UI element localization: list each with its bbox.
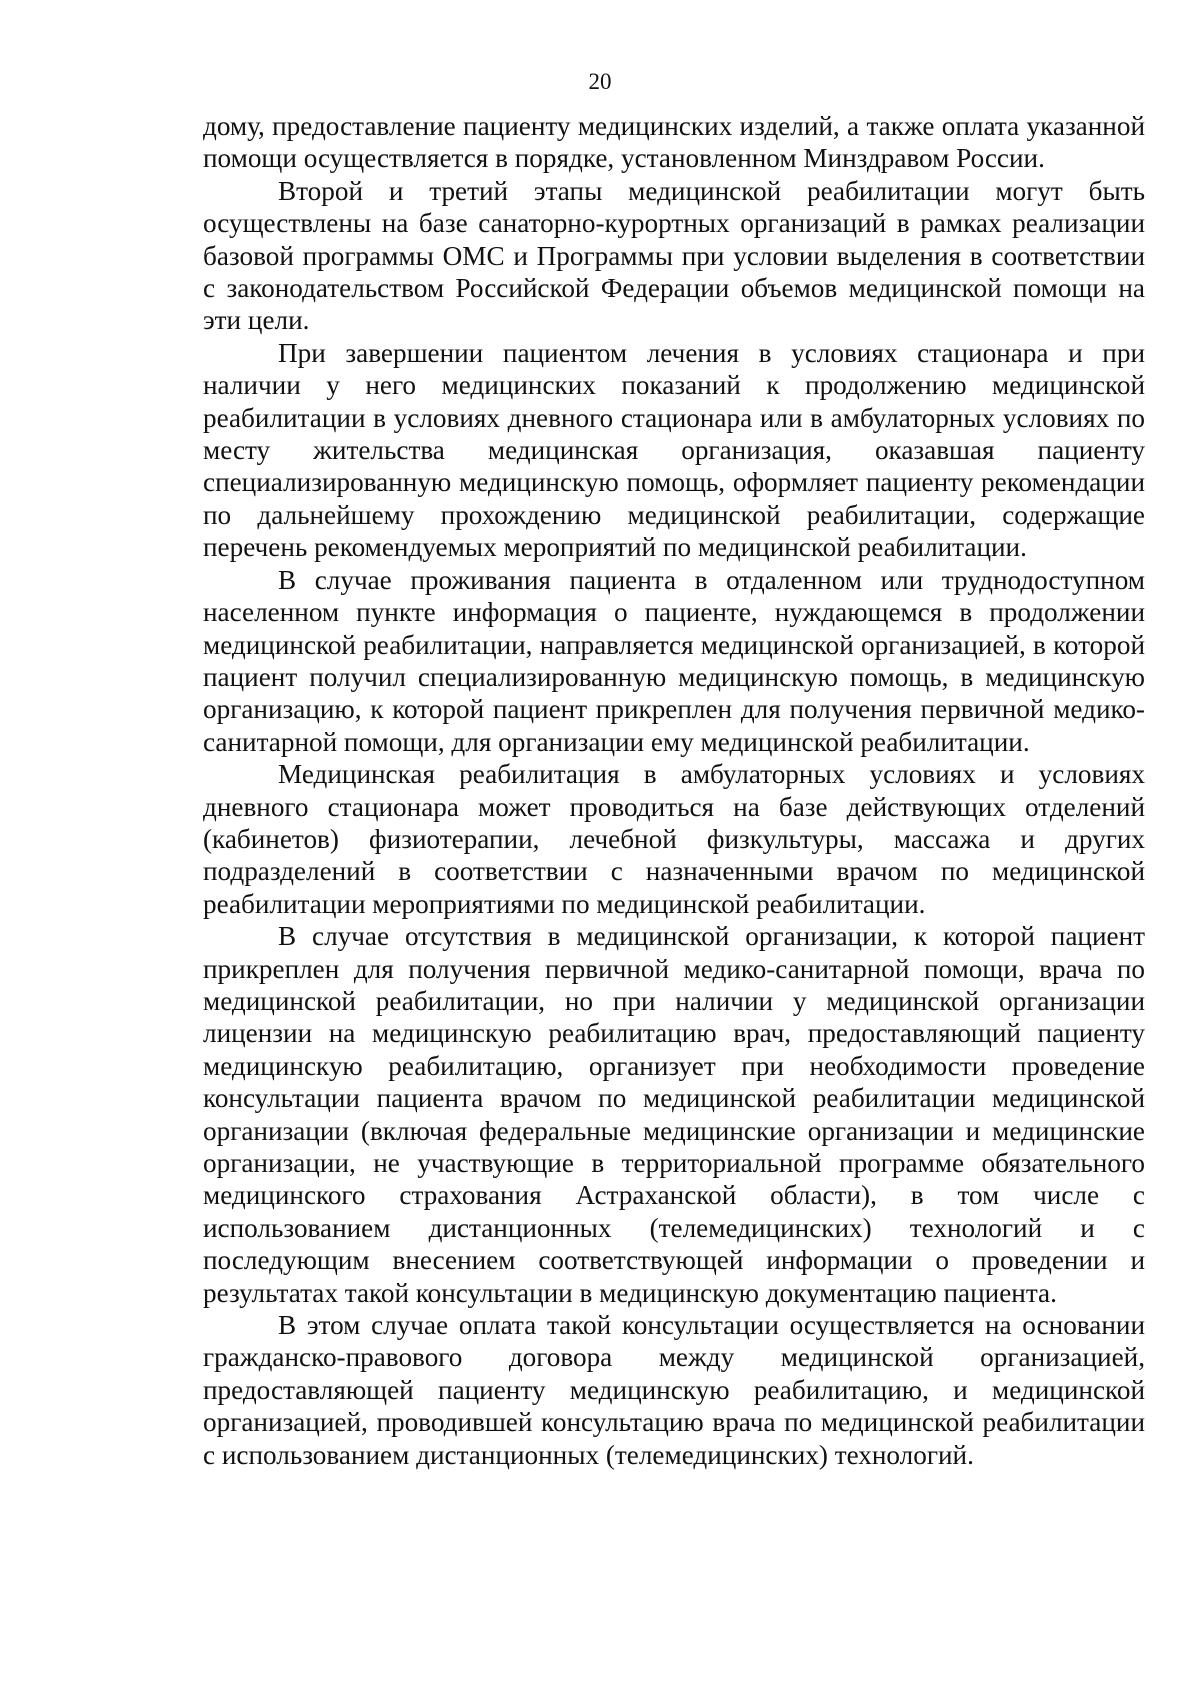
paragraph-continuation: дому, предоставление пациенту медицинских изделий, а также оплата указанной помощи осуществляется в порядке, установленном Минздравом России. (203, 111, 1145, 174)
page-number: 20 (588, 69, 612, 94)
paragraph-consultation-payment: В этом случае оплата такой консультации осуществляется на основании гражданско-правового договора между медицинской организацией, предоставляющей пациенту медицинскую реабилитацию, и медицинской организацией, проводившей консультацию врача по медицинской реабилитации с использованием дистанционных (телемедицинских) технологий. (203, 1310, 1145, 1470)
paragraph-absent-doctor-consultation: В случае отсутствия в медицинской организации, к которой пациент прикреплен для получения первичной медико-санитарной помощи, врача по медицинской реабилитации, но при наличии у медицинской организации лицензии на медицинскую реабилитацию врач, предоставляющий пациенту медицинскую реабилитацию, организует при необходимости проведение консультации пациента врачом по медицинской реабилитации медицинской организации (включая федеральные медицинские организации и медицинские организации, не участвующие в территориальной программе обязательного медицинского страхования Астраханской области), в том числе с использованием дистанционных (телемедицинских) технологий и с последующим внесением соответствующей информации о проведении и результатах такой консультации в медицинскую документацию пациента. (203, 921, 1145, 1308)
paragraph-outpatient-rehabilitation: Медицинская реабилитация в амбулаторных условиях и условиях дневного стационара может проводиться на базе действующих отделений (кабинетов) физиотерапии, лечебной физкультуры, массажа и других подразделений в соответствии с назначенными врачом по медицинской реабилитации мероприятиями по медицинской реабилитации. (203, 759, 1145, 919)
paragraph-discharge-recommendations: При завершении пациентом лечения в условиях стационара и при наличии у него медицинских показаний к продолжению медицинской реабилитации в условиях дневного стационара или в амбулаторных условиях по месту жительства медицинская организация, оказавшая пациенту специализированную медицинскую помощь, оформляет пациенту рекомендации по дальнейшему прохождению медицинской реабилитации, содержащие перечень рекомендуемых мероприятий по медицинской реабилитации. (203, 337, 1145, 563)
paragraph-sanatorium-stages: Второй и третий этапы медицинской реабилитации могут быть осуществлены на базе санаторно-курортных организаций в рамках реализации базовой программы ОМС и Программы при условии выделения в соответствии с законодательством Российской Федерации объемов медицинской помощи на эти цели. (203, 175, 1145, 336)
paragraph-remote-settlement: В случае проживания пациента в отдаленном или труднодоступном населенном пункте информация о пациенте, нуждающемся в продолжении медицинской реабилитации, направляется медицинской организацией, в которой пациент получил специализированную медицинскую помощь, в медицинскую организацию, к которой пациент прикреплен для получения первичной медико-санитарной помощи, для организации ему медицинской реабилитации. (203, 564, 1145, 757)
document-body (203, 110, 1145, 1471)
